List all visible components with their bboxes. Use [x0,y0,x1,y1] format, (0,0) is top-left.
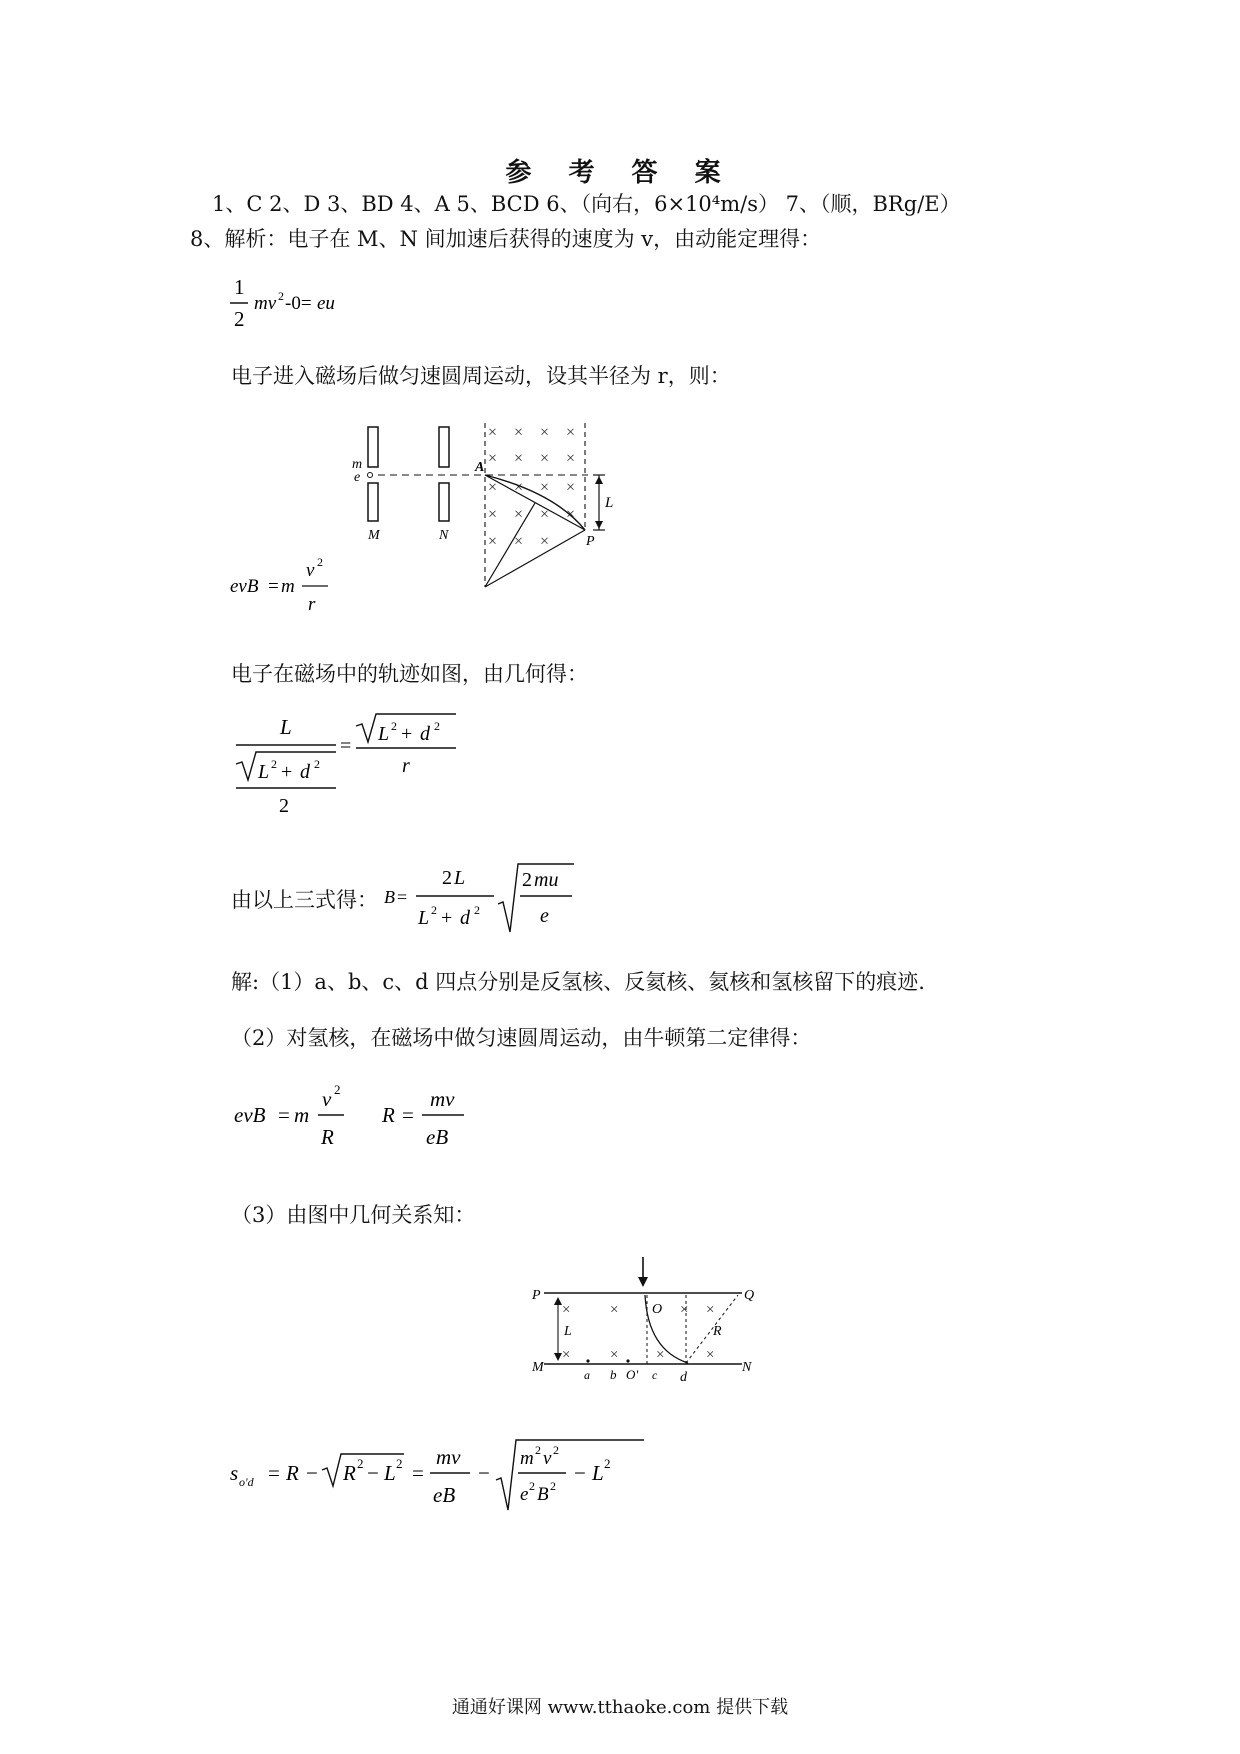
page-footer: 通通好课网 www.tthaoke.com 提供下载 [451,1697,789,1718]
svg-text:×: × [566,506,576,523]
label-M2: M [532,1360,544,1375]
svg-text:−: − [367,1461,379,1485]
label-c: c [652,1368,658,1382]
svg-text:2: 2 [550,1479,556,1493]
q8-text-radius: 电子进入磁场后做匀速圆周运动，设其半径为 r，则： [231,364,731,388]
svg-text:×: × [610,1347,619,1363]
svg-text:R: R [286,1461,299,1485]
svg-text:2: 2 [474,903,480,917]
svg-text:=: = [278,1103,290,1127]
equation-B-result [382,856,582,936]
label-O-prime: O' [626,1367,639,1382]
svg-text:2: 2 [434,719,440,733]
svg-text:d: d [460,907,470,929]
svg-text:2: 2 [529,1479,535,1493]
label-e: e [354,470,361,485]
svg-text:L: L [384,1461,396,1485]
q8-intro: 8、解析：电子在 M、N 间加速后获得的速度为 v，由动能定理得： [190,227,822,251]
svg-text:1: 1 [234,275,245,299]
svg-text:r: r [402,755,410,777]
answer-key-line: 1、C 2、D 3、BD 4、A 5、BCD 6、（向右，6×10⁴m/s） 7、（顺，BRg/E） [212,192,961,216]
svg-text:2: 2 [357,1456,364,1471]
svg-text:2: 2 [535,1443,541,1457]
svg-text:=: = [402,1103,414,1127]
svg-text:×: × [488,424,498,441]
svg-text:2: 2 [391,719,397,733]
equation-kinetic-energy [228,272,358,334]
svg-text:2: 2 [604,1456,611,1471]
svg-text:×: × [566,479,576,496]
label-P2: P [532,1288,541,1303]
svg-text:×: × [514,506,524,523]
svg-text:×: × [540,506,550,523]
svg-text:×: × [610,1302,619,1318]
page-title: 参 考 答 案 [505,158,735,188]
q9-part1: 解:（1）a、b、c、d 四点分别是反氢核、反氦核、氦核和氢核留下的痕迹. [231,970,925,994]
svg-text:v: v [322,1087,332,1111]
svg-text:×: × [540,479,550,496]
label-m: m [352,457,363,472]
svg-text:v: v [306,560,315,581]
svg-text:×: × [706,1302,715,1318]
svg-text:=: = [340,735,352,757]
figure-particle-tracks [528,1255,768,1395]
svg-text:o'd: o'd [239,1475,254,1489]
svg-text:−: − [478,1461,490,1485]
svg-text:−: − [574,1461,586,1485]
svg-text:evB: evB [234,1103,266,1127]
svg-text:2: 2 [317,555,323,569]
svg-text:×: × [656,1347,665,1363]
equation-radius [230,1078,490,1158]
svg-text:eu: eu [317,293,335,314]
svg-text:mu: mu [534,869,559,891]
svg-text:×: × [488,506,498,523]
svg-text:×: × [488,450,498,467]
svg-text:×: × [706,1347,715,1363]
svg-text:L: L [454,867,466,889]
svg-text:=: = [412,1461,424,1485]
svg-text:mv: mv [436,1445,461,1469]
svg-text:2: 2 [442,867,452,889]
label-A: A [475,460,485,475]
q9-part3: （3）由图中几何关系知： [231,1203,476,1227]
svg-text:2: 2 [271,757,277,771]
svg-text:×: × [514,533,524,550]
svg-text:2: 2 [278,289,284,303]
svg-text:+: + [441,907,453,929]
svg-text:−: − [306,1461,318,1485]
svg-text:2: 2 [279,795,289,817]
svg-text:×: × [540,450,550,467]
label-L: L [605,495,614,511]
q8-text-combine: 由以上三式得： [231,888,378,912]
label-N2: N [742,1360,752,1375]
svg-text:×: × [540,533,550,550]
svg-text:eB: eB [433,1483,456,1507]
equation-lorentz-force [228,548,348,618]
svg-text:R: R [382,1103,395,1127]
label-O: O [652,1302,663,1317]
svg-text:×: × [514,479,524,496]
label-Q: Q [744,1288,755,1303]
svg-text:2: 2 [553,1443,559,1457]
svg-text:L: L [280,715,292,739]
svg-text:e: e [520,1484,529,1505]
svg-text:B: B [537,1484,549,1505]
svg-text:e: e [540,905,549,927]
label-N: N [439,528,449,543]
svg-text:×: × [566,424,576,441]
svg-text:×: × [562,1347,571,1363]
svg-text:evB: evB [230,576,259,597]
svg-text:2: 2 [396,1456,403,1471]
svg-text:v: v [543,1448,552,1469]
svg-text:=: = [397,887,408,907]
svg-text:r: r [308,594,316,615]
label-R: R [713,1324,722,1339]
q9-part2: （2）对氢核，在磁场中做匀速圆周运动，由牛顿第二定律得： [231,1026,812,1050]
field-crosses [488,424,575,550]
svg-text:×: × [566,450,576,467]
equation-distance [226,1436,666,1516]
svg-text:×: × [488,479,498,496]
svg-text:×: × [540,424,550,441]
svg-text:m: m [294,1103,310,1127]
svg-text:+: + [401,723,413,745]
svg-text:2: 2 [522,869,532,891]
svg-text:m: m [281,576,295,597]
figure-electron-in-magnetic-field [340,415,640,595]
label-d: d [680,1370,687,1385]
field-crosses-2 [562,1302,714,1363]
equation-geometry-ratio [228,700,468,820]
q8-text-geometry: 电子在磁场中的轨迹如图，由几何得： [231,662,588,686]
svg-text:2: 2 [234,307,245,331]
label-M: M [368,528,380,543]
svg-text:L: L [258,761,270,783]
svg-text:L: L [592,1461,604,1485]
svg-text:×: × [514,450,524,467]
label-P: P [586,534,595,549]
svg-text:×: × [680,1302,689,1318]
svg-text:L: L [418,907,430,929]
svg-text:=: = [268,1461,280,1485]
svg-text:-0=: -0= [285,293,312,314]
svg-text:R: R [321,1125,334,1149]
svg-text:d: d [300,761,310,783]
svg-text:R: R [343,1461,356,1485]
svg-text:d: d [420,723,430,745]
svg-text:B: B [384,887,395,907]
label-a: a [584,1368,590,1382]
svg-text:2: 2 [334,1082,341,1097]
svg-text:L: L [378,723,390,745]
svg-text:×: × [488,533,498,550]
svg-text:s: s [230,1461,239,1485]
svg-text:m: m [520,1448,534,1469]
label-L2: L [564,1324,572,1339]
label-b: b [610,1367,617,1382]
svg-text:=: = [268,576,279,597]
svg-text:2: 2 [314,757,320,771]
svg-text:2: 2 [431,903,437,917]
svg-text:mv: mv [254,293,277,314]
svg-text:eB: eB [426,1125,449,1149]
svg-text:×: × [562,1302,571,1318]
svg-text:mv: mv [430,1087,455,1111]
svg-text:×: × [514,424,524,441]
svg-text:+: + [281,761,293,783]
